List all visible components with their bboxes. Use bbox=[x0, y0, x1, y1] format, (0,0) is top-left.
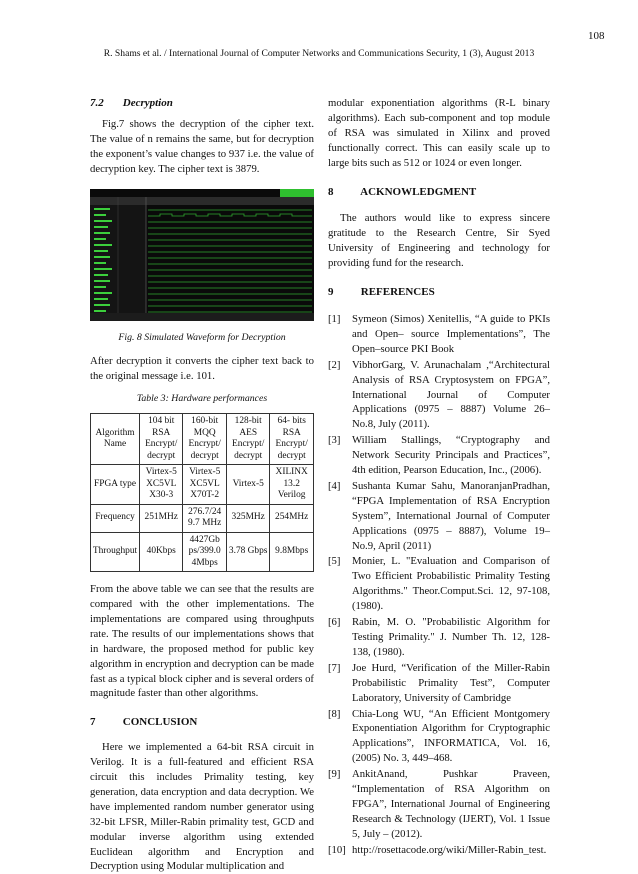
reference-text: Monier, L. "Evaluation and Comparison of Two Efficient Probabilistic Primality Testing Algorithms." Theor.Comput.Sci. 12, 97-108, (1980). bbox=[352, 555, 550, 613]
table-cell: Algorithm Name bbox=[91, 414, 140, 465]
reference-item bbox=[328, 433, 550, 478]
section-title: REFERENCES bbox=[360, 286, 435, 299]
after-figure-paragraph: After decryption it converts the cipher text back to the original message i.e. 101. bbox=[90, 355, 314, 383]
reference-item bbox=[328, 843, 550, 858]
table-cell: 251MHz bbox=[140, 504, 183, 532]
reference-item bbox=[328, 661, 550, 706]
section-number: 7 bbox=[90, 716, 96, 729]
reference-text: Joe Hurd, “Verification of the Miller-Rabin Probabilistic Primality Test”, Computer Laboratory, University of Cambridge bbox=[352, 661, 550, 704]
reference-item bbox=[328, 707, 550, 767]
table-caption: Table 3: Hardware performances bbox=[136, 393, 268, 405]
table-cell: FPGA type bbox=[91, 465, 140, 505]
page-number: 108 bbox=[588, 30, 605, 42]
conclusion-heading bbox=[90, 715, 314, 730]
reference-number: [8] bbox=[328, 707, 341, 720]
table-row bbox=[91, 465, 314, 505]
reference-number: [6] bbox=[328, 616, 341, 629]
reference-number: [7] bbox=[328, 661, 341, 674]
reference-text: AnkitAnand, Pushkar Praveen, “Implementation of RSA Algorithm on FPGA”, International Journal of Engineering Research & Technology (IJERT), Vol. 1 Issue 5, July – (2012). bbox=[352, 768, 550, 840]
table-cell: Virtex-5 bbox=[226, 465, 269, 505]
table-row bbox=[91, 532, 314, 572]
table-header-row bbox=[91, 414, 314, 465]
table-cell: 4427Gb ps/399.0 4Mbps bbox=[183, 532, 227, 572]
reference-text: VibhorGarg, V. Arunachalam ,“Architectural Analysis of RSA Cryptosystem on FPGA”, International Journal of Computer Applications (0975 – 8887) Volume 26– No.8, July (2011). bbox=[352, 358, 550, 431]
table-cell: 64- bits RSA Encrypt/ decrypt bbox=[270, 414, 314, 465]
acknowledgment-heading bbox=[328, 185, 550, 200]
table-cell: 9.8Mbps bbox=[270, 532, 314, 572]
table-cell: 254MHz bbox=[270, 504, 314, 532]
decryption-paragraph: Fig.7 shows the decryption of the cipher text. The value of n remains the same, but for decryption the exponent’s value changes to 937 i.e. the value of decryption key. The cipher text is 3879. bbox=[90, 117, 314, 175]
table-cell: 128-bit AES Encrypt/ decrypt bbox=[226, 414, 269, 465]
table-cell: 3.78 Gbps bbox=[226, 532, 269, 572]
table-cell: 160-bit MQQ Encrypt/ decrypt bbox=[183, 414, 227, 465]
decryption-heading bbox=[90, 96, 314, 111]
reference-item bbox=[328, 312, 550, 357]
reference-number: [4] bbox=[328, 479, 341, 492]
reference-item bbox=[328, 767, 550, 842]
left-column bbox=[90, 96, 314, 874]
reference-link[interactable]: http://rosettacode.org/wiki/Miller-Rabin_test. bbox=[352, 843, 547, 856]
reference-number: [9] bbox=[328, 768, 341, 781]
reference-text: Symeon (Simos) Xenitellis, “A guide to PKIs and Open– source Implementations”, The Open–source PKI Book bbox=[352, 312, 550, 355]
table-cell: Frequency bbox=[91, 504, 140, 532]
section-title: Decryption bbox=[122, 97, 173, 109]
reference-item bbox=[328, 479, 550, 554]
table-cell: 104 bit RSA Encrypt/ decrypt bbox=[140, 414, 183, 465]
table-cell: Virtex-5 XC5VL X70T-2 bbox=[183, 465, 227, 505]
reference-number: [10] bbox=[328, 843, 346, 856]
section-number: 9 bbox=[328, 286, 334, 299]
table-cell: Throughput bbox=[91, 532, 140, 572]
figure-caption: Fig. 8 Simulated Waveform for Decryption bbox=[118, 332, 286, 344]
running-header: R. Shams et al. / International Journal of Computer Networks and Communications Security, 1 (3), August 2013 bbox=[103, 48, 535, 59]
reference-text: William Stallings, “Cryptography and Network Security Principals and Practices”, 4th edition, Pearson Education, Inc., (2006). bbox=[352, 434, 550, 477]
table-cell: 276.7/24 9.7 MHz bbox=[183, 504, 227, 532]
acknowledgment-paragraph: The authors would like to express sincere gratitude to the Research Centre, Sir Syed University of Engineering and technology for providing fund for the research. bbox=[328, 212, 550, 270]
table-cell: Virtex-5 XC5VL X30-3 bbox=[140, 465, 183, 505]
simulation-waveform-image bbox=[90, 189, 314, 321]
reference-number: [1] bbox=[328, 312, 341, 325]
reference-text: Chia-Long WU, “An Efficient Montgomery Exponentiation Algorithm for Cryptographic Applications”, INFORMATICA, Vol. 16, (2005) No. 3, 449–468. bbox=[352, 707, 550, 765]
reference-item bbox=[328, 615, 550, 660]
right-column bbox=[328, 96, 550, 859]
reference-text: Sushanta Kumar Sahu, ManoranjanPradhan, “FPGA Implementation of RSA Encryption System”, International Journal of Computer Applications (0975 – 8887), Volume 19– No.9, April (2011) bbox=[352, 479, 550, 552]
reference-item bbox=[328, 358, 550, 433]
section-number: 8 bbox=[328, 185, 334, 198]
references-heading bbox=[328, 285, 550, 300]
reference-text: Rabin, M. O. "Probabilistic Algorithm for Testing Primality." J. Number Th. 12, 128-138, (1980). bbox=[352, 616, 550, 658]
table-cell: XILINX 13.2 Verilog bbox=[270, 465, 314, 505]
hardware-performance-table bbox=[90, 413, 314, 572]
conclusion-paragraph: Here we implemented a 64-bit RSA circuit in Verilog. It is a full-featured and efficient RSA circuit this includes Primality testing, key generation, data encryption and data decryption. We have implemented random number generator using 32-bit LFSR, Miller-Rabin primality test, GCD and modular inverse algorithm using extended Euclidean algorithm and Encryption and Decryption using Modular multiplication and bbox=[90, 741, 314, 873]
reference-number: [2] bbox=[328, 358, 341, 371]
table-row bbox=[91, 504, 314, 532]
section-title: ACKNOWLEDGMENT bbox=[360, 185, 477, 198]
reference-number: [3] bbox=[328, 434, 341, 447]
continued-paragraph: modular exponentiation algorithms (R-L binary algorithms). Each sub-component and top module of RSA was simulated in Xilinx and proved functionally correct. This can easily scale up to large bits such as 512 or 1024 or even longer. bbox=[328, 97, 550, 169]
after-table-paragraph: From the above table we can see that the results are compared with the other implementations. The implementations are compared using throughputs rate. The results of our implementations shows that in hardware, the proposed method for public key algorithm in encryption and decryption can be made fast as a typical block cipher and is several orders of magnitude faster than other algorithms. bbox=[90, 583, 314, 700]
reference-number: [5] bbox=[328, 555, 341, 568]
reference-item bbox=[328, 554, 550, 614]
table-cell: 40Kbps bbox=[140, 532, 183, 572]
section-title: CONCLUSION bbox=[122, 716, 198, 729]
reference-list bbox=[328, 312, 550, 858]
table-cell: 325MHz bbox=[226, 504, 269, 532]
section-number: 7.2 bbox=[90, 97, 104, 109]
